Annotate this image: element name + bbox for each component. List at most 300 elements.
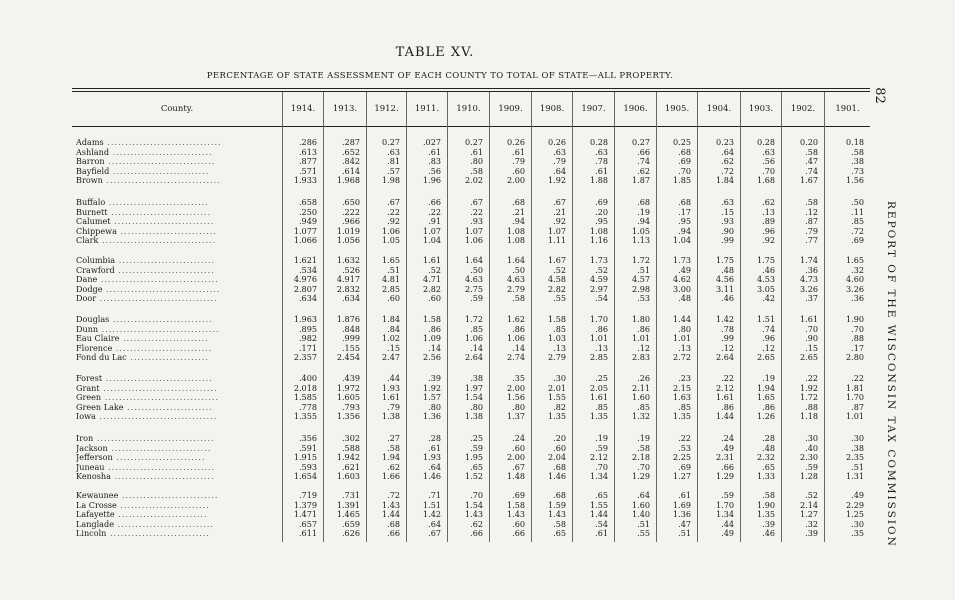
value-cell: 2.79 <box>506 283 525 294</box>
value-cell: .92 <box>387 216 400 227</box>
value-cell: .58 <box>762 490 775 500</box>
column-divider <box>531 92 532 542</box>
value-cell: .53 <box>637 293 650 304</box>
value-cell: 1.51 <box>422 499 441 510</box>
value-cell: 1.379 <box>293 499 317 510</box>
column-divider <box>656 92 657 542</box>
value-cell: 1.74 <box>799 255 818 265</box>
value-cell: 1.92 <box>799 382 818 393</box>
value-cell: .24 <box>721 433 734 443</box>
value-cell: .14 <box>428 342 441 353</box>
column-divider <box>614 92 615 542</box>
value-cell: .46 <box>762 264 775 275</box>
value-cell: 1.01 <box>631 333 650 344</box>
value-cell: 1.59 <box>547 499 566 510</box>
county-name: Fond du Lac ...................... <box>76 353 209 363</box>
column-divider <box>366 92 367 542</box>
value-cell: .20 <box>553 433 566 443</box>
county-name: Buffalo ............................ <box>76 198 209 207</box>
value-cell: .155 <box>341 342 360 353</box>
value-cell: 0.26 <box>506 137 525 147</box>
value-cell: .50 <box>512 264 525 275</box>
value-cell: .287 <box>341 137 360 147</box>
value-cell: .54 <box>595 518 608 529</box>
column-header-year: 1902. <box>781 92 824 126</box>
county-name: Lincoln ............................ <box>76 529 211 539</box>
county-name: Brown ................................ <box>76 176 221 186</box>
value-cell: 1.48 <box>506 471 525 482</box>
value-cell: 1.05 <box>631 225 650 236</box>
value-cell: 2.65 <box>799 352 818 363</box>
value-cell: 1.35 <box>589 411 608 422</box>
value-cell: .526 <box>341 264 360 275</box>
value-cell: .60 <box>387 293 400 304</box>
value-cell: .37 <box>805 293 818 304</box>
value-cell: .92 <box>762 235 775 246</box>
value-cell: .949 <box>298 216 317 227</box>
value-cell: .77 <box>805 235 818 246</box>
value-cell: .56 <box>428 165 441 176</box>
value-cell: .634 <box>341 293 360 304</box>
value-cell: 2.454 <box>336 352 360 363</box>
value-cell: .72 <box>721 165 734 176</box>
value-cell: .86 <box>637 323 650 334</box>
value-cell: .80 <box>678 323 691 334</box>
value-cell: 2.35 <box>845 452 864 463</box>
value-cell: .62 <box>762 197 775 207</box>
value-cell: 4.63 <box>506 274 525 285</box>
county-name: Ashland ............................ <box>76 147 213 157</box>
table-row <box>72 353 870 363</box>
value-cell: 1.07 <box>464 225 483 236</box>
county-name: Columbia ........................... <box>76 256 216 265</box>
value-cell: 1.621 <box>293 255 317 265</box>
value-cell: 1.35 <box>672 411 691 422</box>
value-cell: 1.05 <box>381 235 400 246</box>
value-cell: .65 <box>762 461 775 472</box>
value-cell: .64 <box>428 461 441 472</box>
value-cell: .74 <box>805 165 818 176</box>
value-cell: .611 <box>298 528 317 539</box>
value-cell: .67 <box>470 197 483 207</box>
value-cell: .63 <box>721 197 734 207</box>
value-cell: .79 <box>805 225 818 236</box>
value-cell: 4.71 <box>422 274 441 285</box>
value-cell: 1.29 <box>631 471 650 482</box>
value-cell: .61 <box>512 146 525 157</box>
value-cell: .286 <box>298 137 317 147</box>
value-cell: .49 <box>721 442 734 453</box>
value-cell: 1.968 <box>336 175 360 186</box>
value-cell: .15 <box>805 342 818 353</box>
value-cell: .30 <box>851 433 864 443</box>
value-cell: 1.44 <box>589 509 608 520</box>
county-name: Jefferson ......................... <box>76 453 206 463</box>
value-cell: 1.67 <box>799 175 818 186</box>
value-cell: .58 <box>553 518 566 529</box>
value-cell: .19 <box>595 433 608 443</box>
value-cell: 2.00 <box>506 382 525 393</box>
value-cell: 2.04 <box>547 452 566 463</box>
value-cell: .65 <box>553 528 566 539</box>
value-cell: .85 <box>678 401 691 412</box>
value-cell: .38 <box>470 373 483 383</box>
value-cell: 1.97 <box>464 382 483 393</box>
value-cell: .613 <box>298 146 317 157</box>
value-cell: 2.00 <box>506 175 525 186</box>
value-cell: 4.81 <box>381 274 400 285</box>
value-cell: 1.35 <box>547 411 566 422</box>
county-group <box>72 138 870 186</box>
value-cell: 1.84 <box>381 314 400 324</box>
value-cell: .12 <box>762 342 775 353</box>
value-cell: 1.08 <box>589 225 608 236</box>
value-cell: 4.59 <box>589 274 608 285</box>
value-cell: 1.963 <box>293 314 317 324</box>
value-cell: 4.73 <box>799 274 818 285</box>
value-cell: .92 <box>553 216 566 227</box>
value-cell: .32 <box>805 518 818 529</box>
county-name: Forest .............................. <box>76 374 213 383</box>
county-group <box>72 198 870 246</box>
county-name: Crawford ........................... <box>76 265 215 275</box>
value-cell: .61 <box>595 165 608 176</box>
value-cell: .96 <box>762 225 775 236</box>
value-cell: .50 <box>851 197 864 207</box>
column-divider <box>447 92 448 542</box>
value-cell: .23 <box>678 373 691 383</box>
value-cell: .22 <box>678 433 691 443</box>
value-cell: .731 <box>341 490 360 500</box>
value-cell: 0.18 <box>845 137 864 147</box>
value-cell: .68 <box>637 197 650 207</box>
value-cell: 1.65 <box>756 392 775 403</box>
county-name: Grant ................................ <box>76 383 218 393</box>
value-cell: .171 <box>298 342 317 353</box>
value-cell: 1.36 <box>422 411 441 422</box>
value-cell: .51 <box>637 518 650 529</box>
value-cell: .13 <box>553 342 566 353</box>
value-cell: 1.90 <box>756 499 775 510</box>
value-cell: .48 <box>678 293 691 304</box>
table-row <box>72 236 870 246</box>
value-cell: .90 <box>721 225 734 236</box>
value-cell: 1.61 <box>589 392 608 403</box>
value-cell: .19 <box>637 433 650 443</box>
value-cell: .66 <box>428 197 441 207</box>
value-cell: 1.88 <box>589 175 608 186</box>
value-cell: 0.28 <box>756 137 775 147</box>
value-cell: .982 <box>298 333 317 344</box>
county-name: Green Lake ........................ <box>76 402 213 412</box>
value-cell: 1.60 <box>631 499 650 510</box>
value-cell: .28 <box>762 433 775 443</box>
column-header-year: 1914. <box>282 92 323 126</box>
value-cell: .302 <box>341 433 360 443</box>
value-cell: .90 <box>805 333 818 344</box>
county-name: Douglas ............................ <box>76 315 213 324</box>
value-cell: 2.31 <box>715 452 734 463</box>
value-cell: .80 <box>470 156 483 167</box>
value-cell: .64 <box>553 165 566 176</box>
table-row <box>72 472 870 482</box>
value-cell: .66 <box>512 528 525 539</box>
value-cell: 1.605 <box>336 392 360 403</box>
value-cell: .55 <box>553 293 566 304</box>
value-cell: 1.94 <box>381 452 400 463</box>
value-cell: 1.65 <box>381 255 400 265</box>
value-cell: 4.56 <box>715 274 734 285</box>
value-cell: .22 <box>721 373 734 383</box>
value-cell: .48 <box>762 442 775 453</box>
value-cell: 2.05 <box>589 382 608 393</box>
value-cell: .66 <box>637 146 650 157</box>
value-cell: .74 <box>762 323 775 334</box>
value-cell: 4.63 <box>464 274 483 285</box>
value-cell: 1.58 <box>506 499 525 510</box>
value-cell: .657 <box>298 518 317 529</box>
value-cell: 1.70 <box>589 314 608 324</box>
value-cell: 1.942 <box>336 452 360 463</box>
value-cell: 1.61 <box>799 314 818 324</box>
value-cell: 1.16 <box>589 235 608 246</box>
value-cell: .47 <box>805 156 818 167</box>
value-cell: 1.31 <box>845 471 864 482</box>
value-cell: 1.019 <box>336 225 360 236</box>
value-cell: .70 <box>595 461 608 472</box>
value-cell: 1.056 <box>336 235 360 246</box>
value-cell: 1.585 <box>293 392 317 403</box>
value-cell: .81 <box>387 156 400 167</box>
value-cell: .69 <box>512 490 525 500</box>
county-name: Iowa ................................. <box>76 412 218 422</box>
value-cell: .85 <box>637 401 650 412</box>
value-cell: .71 <box>428 490 441 500</box>
value-cell: .999 <box>341 333 360 344</box>
value-cell: .68 <box>553 490 566 500</box>
table-row <box>72 176 870 186</box>
value-cell: .12 <box>721 342 734 353</box>
value-cell: .59 <box>721 490 734 500</box>
county-name: Langlade ........................... <box>76 519 215 529</box>
value-cell: .877 <box>298 156 317 167</box>
value-cell: 2.18 <box>631 452 650 463</box>
value-cell: .86 <box>428 323 441 334</box>
value-cell: .51 <box>387 264 400 275</box>
value-cell: .46 <box>762 528 775 539</box>
value-cell: 2.14 <box>799 499 818 510</box>
value-cell: 1.355 <box>293 411 317 422</box>
value-cell: 1.077 <box>293 225 317 236</box>
value-cell: 1.58 <box>547 314 566 324</box>
value-cell: .99 <box>721 235 734 246</box>
value-cell: 1.94 <box>756 382 775 393</box>
table-row <box>72 294 870 304</box>
value-cell: 1.61 <box>381 392 400 403</box>
value-cell: .895 <box>298 323 317 334</box>
value-cell: .94 <box>637 216 650 227</box>
county-name: Lafayette ......................... <box>76 510 208 520</box>
value-cell: 1.54 <box>464 392 483 403</box>
value-cell: .69 <box>678 156 691 167</box>
value-cell: .70 <box>637 461 650 472</box>
value-cell: 2.832 <box>336 283 360 294</box>
value-cell: .58 <box>512 293 525 304</box>
value-cell: .80 <box>470 401 483 412</box>
value-cell: 1.57 <box>422 392 441 403</box>
value-cell: .51 <box>637 264 650 275</box>
value-cell: .60 <box>512 442 525 453</box>
value-cell: 1.391 <box>336 499 360 510</box>
value-cell: .78 <box>595 156 608 167</box>
value-cell: .719 <box>298 490 317 500</box>
value-cell: 1.62 <box>506 314 525 324</box>
value-cell: .68 <box>678 197 691 207</box>
value-cell: .87 <box>851 401 864 412</box>
value-cell: 2.80 <box>845 352 864 363</box>
column-divider <box>282 92 283 542</box>
value-cell: .57 <box>387 165 400 176</box>
value-cell: 1.06 <box>506 333 525 344</box>
value-cell: .13 <box>678 342 691 353</box>
value-cell: 1.603 <box>336 471 360 482</box>
value-cell: 1.44 <box>715 411 734 422</box>
value-cell: 0.23 <box>715 137 734 147</box>
value-cell: 1.07 <box>422 225 441 236</box>
value-cell: .614 <box>341 165 360 176</box>
value-cell: 1.29 <box>715 471 734 482</box>
value-cell: 1.96 <box>422 175 441 186</box>
value-cell: 2.56 <box>422 352 441 363</box>
value-cell: 1.632 <box>336 255 360 265</box>
running-head: REPORT OF THE WISCONSIN TAX COMMISSION <box>885 201 897 548</box>
value-cell: .59 <box>470 293 483 304</box>
value-cell: 1.55 <box>589 499 608 510</box>
value-cell: .26 <box>637 373 650 383</box>
value-cell: .51 <box>851 461 864 472</box>
column-header-year: 1909. <box>489 92 531 126</box>
value-cell: .79 <box>512 156 525 167</box>
value-cell: 1.915 <box>293 452 317 463</box>
value-cell: 4.57 <box>631 274 650 285</box>
value-cell: 3.11 <box>715 283 734 294</box>
value-cell: .14 <box>512 342 525 353</box>
value-cell: .86 <box>512 323 525 334</box>
value-cell: 1.75 <box>715 255 734 265</box>
value-cell: 2.82 <box>547 283 566 294</box>
value-cell: .87 <box>805 216 818 227</box>
value-cell: .79 <box>553 156 566 167</box>
value-cell: .534 <box>298 264 317 275</box>
value-cell: .82 <box>553 401 566 412</box>
column-header-year: 1913. <box>323 92 366 126</box>
value-cell: 1.69 <box>672 499 691 510</box>
value-cell: .62 <box>637 165 650 176</box>
value-cell: 1.34 <box>589 471 608 482</box>
value-cell: 1.01 <box>672 333 691 344</box>
value-cell: .95 <box>678 216 691 227</box>
value-cell: .80 <box>512 401 525 412</box>
county-name: Adams ................................ <box>76 138 222 147</box>
value-cell: 2.85 <box>381 283 400 294</box>
value-cell: .91 <box>428 216 441 227</box>
column-divider <box>406 92 407 542</box>
value-cell: 1.43 <box>381 499 400 510</box>
value-cell: .63 <box>387 146 400 157</box>
value-cell: .22 <box>851 373 864 383</box>
value-cell: 2.83 <box>631 352 650 363</box>
column-header-year: 1911. <box>406 92 447 126</box>
value-cell: .650 <box>341 197 360 207</box>
value-cell: .15 <box>387 342 400 353</box>
value-cell: 0.27 <box>381 137 400 147</box>
value-cell: 1.34 <box>715 509 734 520</box>
value-cell: .42 <box>762 293 775 304</box>
value-cell: 1.465 <box>336 509 360 520</box>
value-cell: .52 <box>805 490 818 500</box>
value-cell: 0.26 <box>547 137 566 147</box>
value-cell: .61 <box>678 490 691 500</box>
value-cell: .88 <box>851 333 864 344</box>
value-cell: 1.61 <box>715 392 734 403</box>
value-cell: .588 <box>341 442 360 453</box>
value-cell: 1.18 <box>799 411 818 422</box>
value-cell: .69 <box>851 235 864 246</box>
value-cell: 1.13 <box>631 235 650 246</box>
value-cell: .74 <box>637 156 650 167</box>
value-cell: .22 <box>387 206 400 217</box>
value-cell: .19 <box>762 373 775 383</box>
county-name: Green ................................ <box>76 393 220 403</box>
value-cell: .12 <box>637 342 650 353</box>
value-cell: 1.72 <box>799 392 818 403</box>
value-cell: .571 <box>298 165 317 176</box>
value-cell: 1.11 <box>547 235 566 246</box>
value-cell: .25 <box>470 433 483 443</box>
value-cell: .652 <box>341 146 360 157</box>
value-cell: .60 <box>512 165 525 176</box>
header-bottom-rule <box>72 126 870 127</box>
value-cell: .39 <box>805 528 818 539</box>
value-cell: 0.27 <box>464 137 483 147</box>
value-cell: 1.04 <box>672 235 691 246</box>
value-cell: .659 <box>341 518 360 529</box>
value-cell: 1.51 <box>756 314 775 324</box>
value-cell: .63 <box>595 146 608 157</box>
value-cell: 2.02 <box>464 175 483 186</box>
value-cell: 2.85 <box>589 352 608 363</box>
value-cell: .93 <box>721 216 734 227</box>
value-cell: .70 <box>762 165 775 176</box>
value-cell: .62 <box>470 518 483 529</box>
value-cell: .250 <box>298 206 317 217</box>
value-cell: .64 <box>721 146 734 157</box>
column-header-year: 1906. <box>614 92 656 126</box>
value-cell: 1.87 <box>631 175 650 186</box>
value-cell: 1.72 <box>631 255 650 265</box>
value-cell: .52 <box>428 264 441 275</box>
value-cell: 1.67 <box>547 255 566 265</box>
column-header-year: 1904. <box>697 92 740 126</box>
value-cell: 1.98 <box>381 175 400 186</box>
value-cell: .13 <box>595 342 608 353</box>
value-cell: .68 <box>678 146 691 157</box>
value-cell: 1.44 <box>672 314 691 324</box>
value-cell: .356 <box>298 433 317 443</box>
value-cell: 1.654 <box>293 471 317 482</box>
value-cell: .39 <box>428 373 441 383</box>
value-cell: .30 <box>851 518 864 529</box>
